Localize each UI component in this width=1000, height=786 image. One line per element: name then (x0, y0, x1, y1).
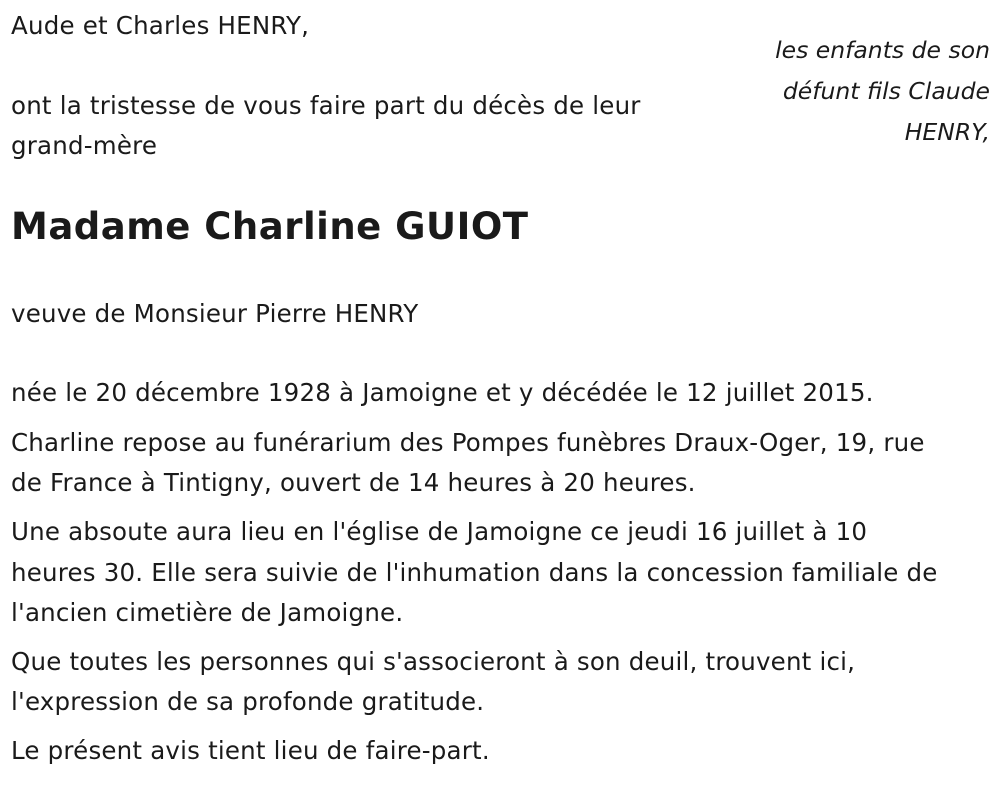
deceased-name: Madame Charline GUIOT (11, 205, 529, 248)
relation-text (730, 30, 990, 153)
relation-line: HENRY, (904, 118, 990, 146)
announcement-line: grand-mère (11, 131, 158, 160)
birth-death-dates: née le 20 décembre 1928 à Jamoigne et y décédée le 12 juillet 2015. (11, 378, 874, 407)
relation-line: défunt fils Claude (782, 77, 990, 105)
relation-line: les enfants de son (775, 36, 990, 64)
ceremony-line: heures 30. Elle sera suivie de l'inhumation dans la concession familiale de (11, 558, 938, 587)
thanks-line: Que toutes les personnes qui s'associeront à son deuil, trouvent ici, (11, 647, 856, 676)
funeral-home-line: Charline repose au funérarium des Pompes funèbres Draux-Oger, 19, rue (11, 428, 925, 457)
closing-line: Le présent avis tient lieu de faire-part. (11, 736, 490, 765)
ceremony-line: l'ancien cimetière de Jamoigne. (11, 598, 404, 627)
ceremony-line: Une absoute aura lieu en l'église de Jamoigne ce jeudi 16 juillet à 10 (11, 517, 868, 546)
funeral-home-line: de France à Tintigny, ouvert de 14 heures à 20 heures. (11, 468, 696, 497)
widow-of: veuve de Monsieur Pierre HENRY (11, 299, 419, 328)
thanks-line: l'expression de sa profonde gratitude. (11, 687, 485, 716)
announcers: Aude et Charles HENRY, (11, 11, 310, 40)
announcement-line: ont la tristesse de vous faire part du décès de leur (11, 91, 641, 120)
